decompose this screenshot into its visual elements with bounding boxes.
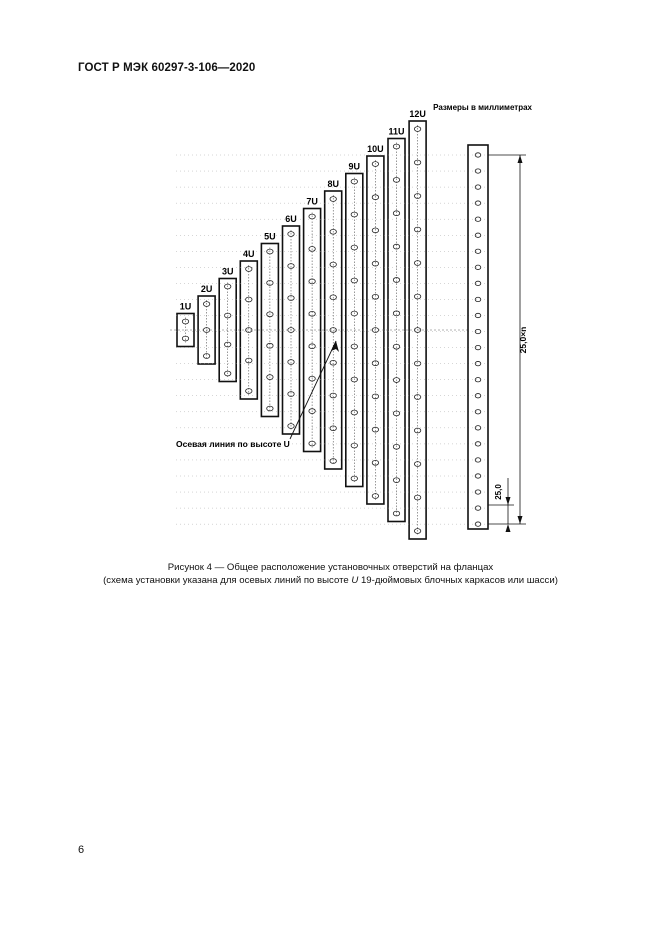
panel-1u bbox=[177, 302, 194, 347]
panel-6u bbox=[283, 214, 300, 434]
panel-7u bbox=[304, 197, 321, 452]
units-note: Размеры в миллиметрах bbox=[433, 103, 532, 112]
panel-label: 5U bbox=[264, 231, 276, 242]
panel-2u bbox=[198, 284, 215, 364]
panel-label: 12U bbox=[409, 109, 426, 119]
document-header: ГОСТ Р МЭК 60297-3-106—2020 bbox=[78, 62, 256, 74]
panel-label: 9U bbox=[348, 161, 361, 172]
panel-label: 1U bbox=[179, 301, 192, 312]
panel-label: 11U bbox=[388, 126, 405, 137]
dimension-total bbox=[488, 155, 528, 524]
panel-label: 8U bbox=[327, 179, 339, 189]
panel-label: 7U bbox=[306, 196, 318, 207]
panels-group bbox=[170, 109, 488, 539]
figure-caption-title: Рисунок 4 — Общее расположение установочных отверстий на фланцах bbox=[167, 562, 494, 573]
panel-label: 4U bbox=[243, 249, 255, 259]
panel-11u bbox=[388, 127, 405, 522]
caption-note-start: (схема установки указана для осевых линий по высоте bbox=[103, 575, 352, 586]
panel-label: 2U bbox=[200, 284, 213, 294]
page-number: 6 bbox=[78, 844, 85, 856]
caption-note-end: 19-дюймовых блочных каркасов или шасси) bbox=[358, 575, 558, 586]
reference-rail bbox=[468, 145, 488, 529]
panel-8u bbox=[325, 179, 342, 469]
panel-4u bbox=[240, 249, 257, 399]
panel-12u bbox=[409, 109, 426, 539]
panel-5u bbox=[261, 232, 278, 417]
figure-caption-note bbox=[60, 575, 601, 586]
panel-9u bbox=[346, 162, 363, 487]
panel-label: 6U bbox=[285, 214, 297, 224]
panel-label: 10U bbox=[367, 144, 384, 154]
dimension-step-label: 25,0 bbox=[494, 484, 503, 500]
panel-10u bbox=[367, 144, 384, 504]
axis-line-label: Осевая линия по высоте U bbox=[176, 439, 290, 449]
panel-label: 3U bbox=[221, 266, 234, 277]
axis-leader-line bbox=[290, 341, 336, 439]
dimension-total-label: 25,0×n bbox=[518, 326, 528, 354]
caption-note-italic: U bbox=[351, 575, 359, 586]
panel-3u bbox=[219, 267, 236, 382]
